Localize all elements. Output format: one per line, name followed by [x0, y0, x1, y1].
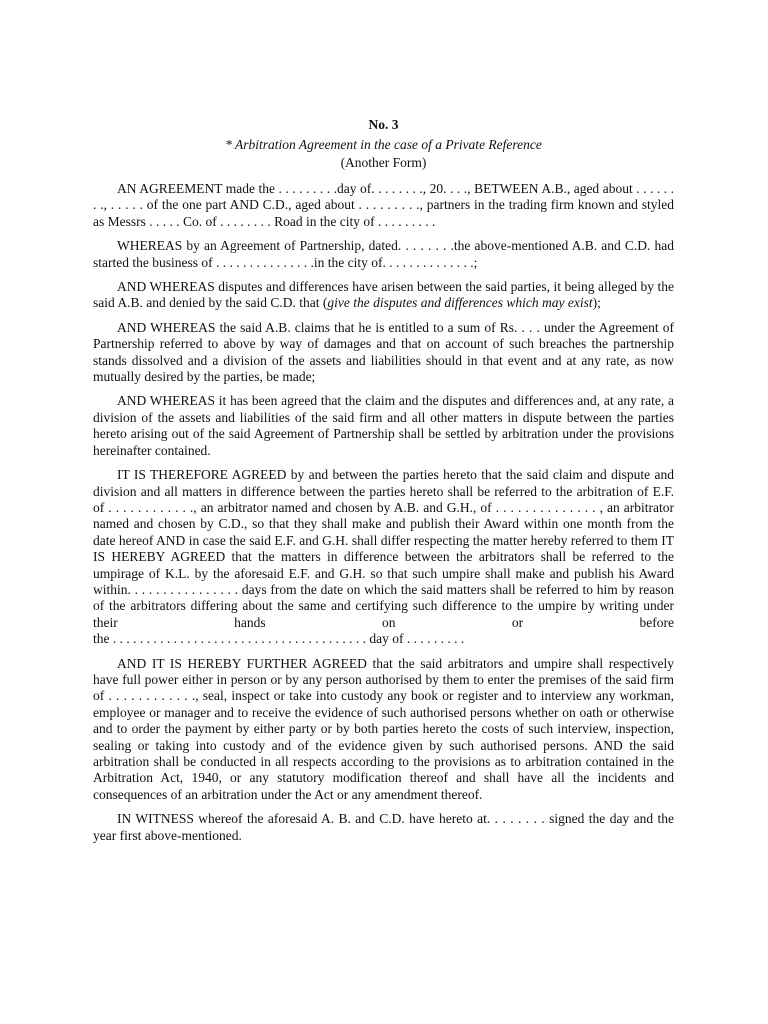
paragraph-therefore-agreed: IT IS THEREFORE AGREED by and between the parties hereto that the said claim and dispute and division and all matters in difference between the parties hereto shall be referred to the arbitration of E.F. of . . . . . . . . . . . ., an arbitrator named and chosen by A.B. and G.H., of . . . . . . . . . . . . . . , an arbitrator named and chosen by C.D., so that they shall make and publish their Award within one month from the date hereof AND in case the said E.F. and G.H. shall differ respecting the matter hereby referred to them IT IS HEREBY AGREED that the matters in difference between the arbitrators shall be referred to the umpirage of K.L. by the aforesaid E.F. and G.H. so that such umpire shall make and publish his Award within. . . . . . . . . . . . . . . . days from the date on which the said matters shall be referred to him by reason of the arbitrators differing about the same and certifying such difference to the umpire by writing under their hands on or before	[93, 467, 674, 630]
paragraph-whereas-disputes	[93, 279, 674, 312]
paragraph-therefore-agreed-end: the . . . . . . . . . . . . . . . . . . . . . . . . . . . . . . . . . . . . . . day of . . . . . . . . .	[93, 631, 465, 647]
paragraph-agreement: AN AGREEMENT made the . . . . . . . . .day of. . . . . . . ., 20. . . ., BETWEEN A.B., aged about . . . . . . . ., . . . . . of the one part AND C.D., aged about . . . . . . . . ., partners in the trading firm known and styled as Messrs . . . . . Co. of . . . . . . . . Road in the city of . . . . . . . . .	[93, 181, 674, 229]
disputes-text-end: );	[592, 295, 601, 311]
paragraph-whereas-claims: AND WHEREAS the said A.B. claims that he is entitled to a sum of Rs. . . . under the Agreement of Partnership referred to above by way of damages and that on account of such breaches the partnership stands dissolved and a division of the assets and liabilities should in that event and at any rate, as now mutually desired by the parties, be made;	[93, 319, 674, 385]
form-number: No. 3	[368, 117, 399, 132]
disputes-placeholder: give the disputes and differences which may exist	[327, 295, 593, 311]
paragraph-further-agreed: AND IT IS HEREBY FURTHER AGREED that the said arbitrators and umpire shall respectively have full power either in person or by any person authorised by them to enter the premises of the said firm of . . . . . . . . . . . ., seal, inspect or take into custody any book or register and to interview any workman, employee or manager and to receive the evidence of such authorised persons whether on oath or otherwise and to order the payment by either party or by both parties hereto the costs of such interview, inspection, sealing or taking into custody and of the evidence given by such authorised persons. AND the said arbitration shall be conducted in all respects according to the provisions as to arbitration contained in the Arbitration Act, 1940, or any statutory modification thereof and shall have all the incidents and consequences of an arbitration under the Act or any amendment thereof.	[93, 655, 674, 802]
paragraph-in-witness: IN WITNESS whereof the aforesaid A. B. and C.D. have hereto at. . . . . . . . signed the day and the year first above-mentioned.	[93, 811, 674, 843]
form-title: * Arbitration Agreement in the case of a Private Reference	[225, 137, 542, 152]
form-subtitle: (Another Form)	[340, 155, 427, 170]
document-page	[93, 116, 674, 852]
paragraph-whereas-agreed: AND WHEREAS it has been agreed that the claim and the disputes and differences and, at any rate, a division of the assets and liabilities of the said firm and all other matters in dispute between the parties hereto arising out of the said Agreement of Partnership shall be settled by arbitration under the provisions hereinafter contained.	[93, 393, 674, 458]
paragraph-whereas-partnership: WHEREAS by an Agreement of Partnership, dated. . . . . . . .the above-mentioned A.B. and C.D. had started the business of . . . . . . . . . . . . . . .in the city of. . . . . . . . . . . . . .;	[93, 238, 674, 270]
disputes-text-start: AND WHEREAS disputes and differences have arisen between the said parties, it being alleged by the said A.B. and denied by the said C.D. that (	[93, 279, 674, 311]
